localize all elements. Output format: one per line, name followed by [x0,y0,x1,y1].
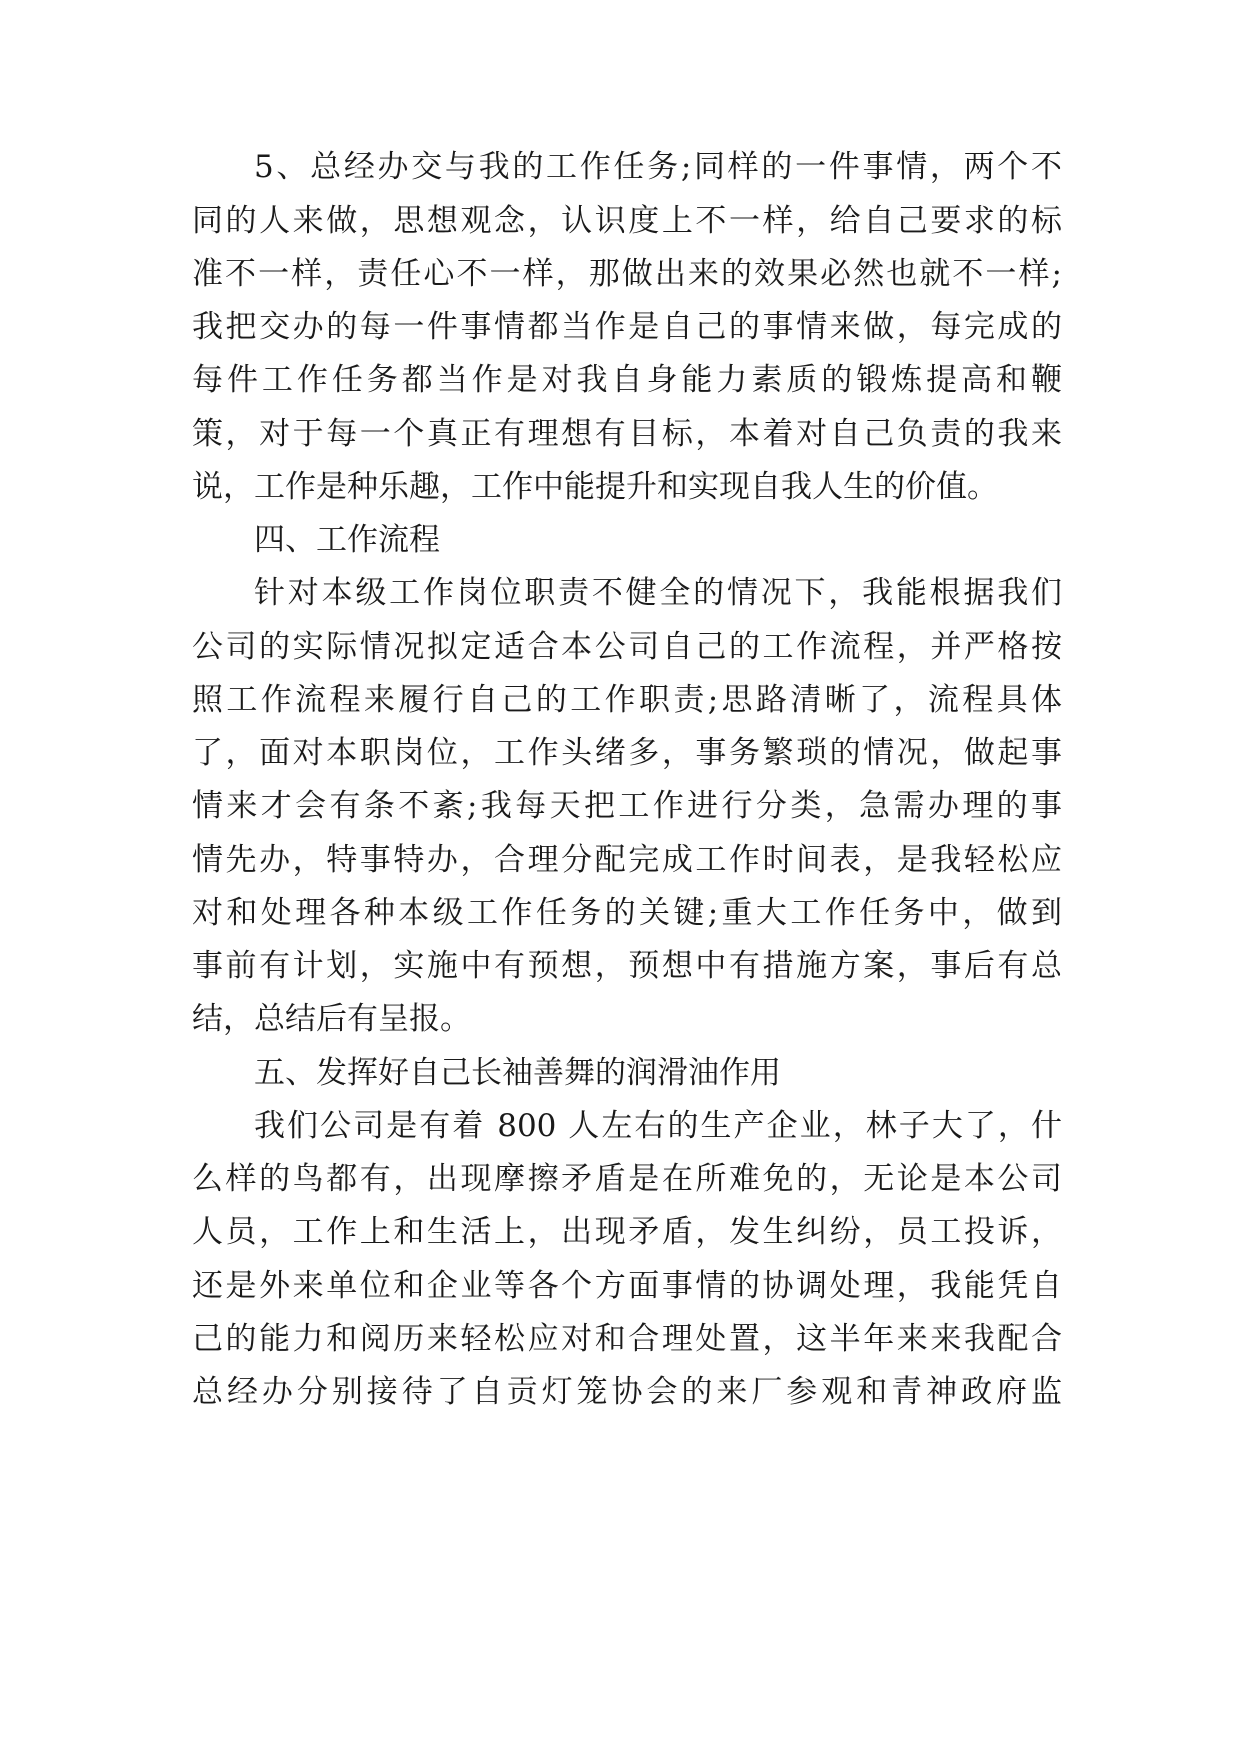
paragraph-line: 总经办分别接待了自贡灯笼协会的来厂参观和青神政府监 [192,1374,1062,1410]
paragraph-line: 公司的实际情况拟定适合本公司自己的工作流程，并严格按 [192,629,1062,665]
section-heading: 五、发挥好自己长袖善舞的润滑油作用 [254,1055,781,1091]
paragraph-line: 情来才会有条不紊;我每天把工作进行分类，急需办理的事 [192,788,1062,824]
section-heading: 四、工作流程 [254,522,440,558]
paragraph-line: 对和处理各种本级工作任务的关键;重大工作任务中，做到 [192,895,1062,931]
paragraph-line: 说，工作是种乐趣，工作中能提升和实现自我人生的价值。 [192,469,998,505]
paragraph-line: 准不一样，责任心不一样，那做出来的效果必然也就不一样; [192,256,1062,292]
paragraph-line: 结，总结后有呈报。 [192,1001,471,1037]
paragraph-line: 针对本级工作岗位职责不健全的情况下，我能根据我们 [254,575,1062,611]
paragraph-line: 同的人来做，思想观念，认识度上不一样，给自己要求的标 [192,203,1062,239]
paragraph-line: 每件工作任务都当作是对我自身能力素质的锻炼提高和鞭 [192,362,1062,398]
paragraph-line: 我们公司是有着 800 人左右的生产企业，林子大了，什 [254,1108,1062,1144]
paragraph-line: 么样的鸟都有，出现摩擦矛盾是在所难免的，无论是本公司 [192,1161,1062,1197]
paragraph-line: 情先办，特事特办，合理分配完成工作时间表，是我轻松应 [192,842,1062,878]
paragraph-line: 照工作流程来履行自己的工作职责;思路清晰了，流程具体 [192,682,1062,718]
paragraph-line: 己的能力和阅历来轻松应对和合理处置，这半年来来我配合 [192,1321,1062,1357]
paragraph-line: 了，面对本职岗位，工作头绪多，事务繁琐的情况，做起事 [192,735,1062,771]
paragraph-line: 5、总经办交与我的工作任务;同样的一件事情，两个不 [254,149,1062,185]
paragraph-line: 策，对于每一个真正有理想有目标，本着对自己负责的我来 [192,416,1062,452]
paragraph-line: 我把交办的每一件事情都当作是自己的事情来做，每完成的 [192,309,1062,345]
paragraph-line: 还是外来单位和企业等各个方面事情的协调处理，我能凭自 [192,1268,1062,1304]
paragraph-line: 人员，工作上和生活上，出现矛盾，发生纠纷，员工投诉， [192,1214,1062,1250]
paragraph-line: 事前有计划，实施中有预想，预想中有措施方案，事后有总 [192,948,1062,984]
